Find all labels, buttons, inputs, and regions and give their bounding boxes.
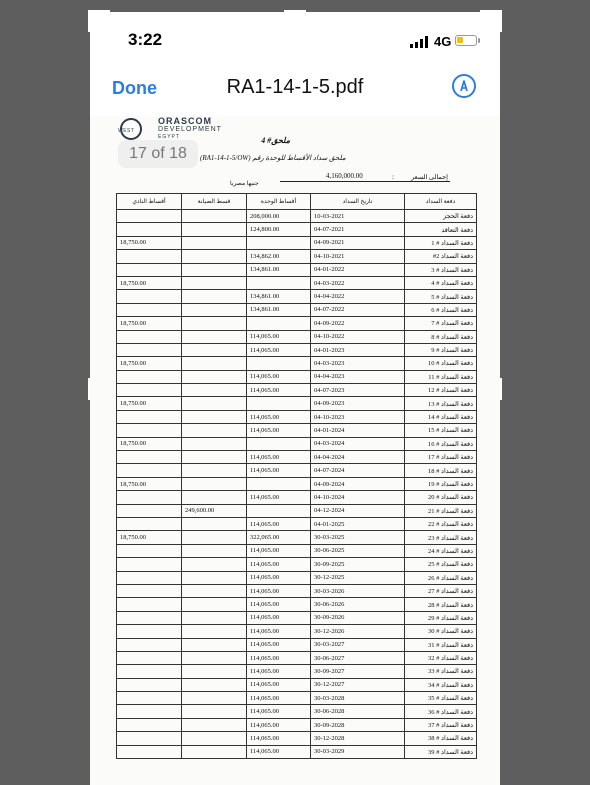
table-row (117, 210, 477, 223)
table-cell (117, 611, 182, 624)
document-title: RA1-14-1-5.pdf (226, 76, 364, 98)
table-cell: 114,065.00 (247, 410, 311, 423)
table-cell: 04-09-2023 (311, 397, 405, 410)
table-cell (117, 504, 182, 517)
table-cell: 04-07-2022 (311, 303, 405, 316)
table-cell (117, 384, 182, 397)
table-row (117, 437, 477, 450)
table-cell (117, 745, 182, 758)
table-cell: 04-03-2023 (311, 357, 405, 370)
total-price-label: إجمالى السعر (411, 174, 448, 181)
table-body (117, 210, 477, 759)
table-cell: 30-09-2028 (311, 718, 405, 731)
table-row (117, 692, 477, 705)
table-cell: 30-06-2027 (311, 651, 405, 664)
table-cell (117, 464, 182, 477)
table-cell (182, 303, 247, 316)
table-cell (182, 638, 247, 651)
table-cell: دفعة السداد # 11 (405, 370, 477, 383)
table-cell: 10-03-2021 (311, 210, 405, 223)
table-cell: 249,600.00 (182, 504, 247, 517)
table-cell (247, 437, 311, 450)
table-cell: دفعة السداد # 9 (405, 343, 477, 356)
table-cell: 114,065.00 (247, 424, 311, 437)
table-cell (182, 651, 247, 664)
table-cell (182, 598, 247, 611)
status-time: 3:22 (128, 30, 163, 49)
table-cell: 04-04-2022 (311, 290, 405, 303)
table-cell (182, 491, 247, 504)
table-cell: دفعة السداد # 13 (405, 397, 477, 410)
table-cell: 18,750.00 (117, 437, 182, 450)
logo-mark: WEST (118, 128, 135, 134)
table-cell (117, 223, 182, 236)
table-cell (182, 451, 247, 464)
table-cell: دفعة السداد # 39 (405, 745, 477, 758)
table-cell (182, 678, 247, 691)
table-cell: دفعة السداد # 38 (405, 732, 477, 745)
table-cell (182, 210, 247, 223)
table-cell (117, 303, 182, 316)
table-cell: 30-09-2027 (311, 665, 405, 678)
table-cell: دفعة السداد # 17 (405, 451, 477, 464)
table-row (117, 223, 477, 236)
table-cell: 114,065.00 (247, 745, 311, 758)
table-cell: دفعة السداد # 31 (405, 638, 477, 651)
table-cell: دفعة السداد 2# (405, 250, 477, 263)
table-cell: 30-12-2025 (311, 571, 405, 584)
table-cell: 04-12-2024 (311, 504, 405, 517)
table-cell (182, 250, 247, 263)
table-cell: دفعة السداد # 20 (405, 491, 477, 504)
table-cell: 114,065.00 (247, 330, 311, 343)
table-header-row (117, 194, 477, 210)
table-cell: 04-09-2024 (311, 477, 405, 490)
pdf-page[interactable] (90, 116, 500, 785)
table-cell: دفعة السداد # 21 (405, 504, 477, 517)
total-colon: : (392, 173, 394, 181)
table-cell (182, 263, 247, 276)
battery-level (457, 37, 463, 43)
table-cell (182, 464, 247, 477)
table-cell (182, 357, 247, 370)
table-cell (117, 410, 182, 423)
table-cell (117, 517, 182, 530)
table-cell: 114,065.00 (247, 491, 311, 504)
table-row (117, 678, 477, 691)
table-cell: 04-10-2022 (311, 330, 405, 343)
table-cell (117, 250, 182, 263)
table-cell: 18,750.00 (117, 397, 182, 410)
table-row (117, 544, 477, 557)
table-cell: دفعة السداد # 7 (405, 317, 477, 330)
table-cell: 134,861.00 (247, 290, 311, 303)
table-row (117, 491, 477, 504)
table-cell (182, 732, 247, 745)
table-cell: دفعة السداد # 15 (405, 424, 477, 437)
table-cell: 18,750.00 (117, 531, 182, 544)
table-row (117, 424, 477, 437)
table-cell (117, 210, 182, 223)
table-cell: 114,065.00 (247, 732, 311, 745)
table-cell (182, 544, 247, 557)
table-cell: 30-12-2028 (311, 732, 405, 745)
table-cell: 30-03-2025 (311, 531, 405, 544)
table-cell (247, 357, 311, 370)
table-row (117, 276, 477, 289)
battery-icon (455, 35, 477, 46)
table-cell: دفعة السداد # 24 (405, 544, 477, 557)
table-cell (117, 451, 182, 464)
table-cell: 114,065.00 (247, 692, 311, 705)
table-cell: 30-03-2027 (311, 638, 405, 651)
table-row (117, 236, 477, 249)
table-cell (117, 343, 182, 356)
table-cell (182, 236, 247, 249)
table-cell: 04-10-2023 (311, 410, 405, 423)
annex-subtitle: ملحق سداد الأقساط للوحدة رقم (RA1-14-1-5/OW) (200, 154, 346, 162)
table-cell: 114,065.00 (247, 705, 311, 718)
logo-name: ORASCOM (158, 116, 212, 126)
table-cell: 114,065.00 (247, 558, 311, 571)
table-cell: دفعة السداد # 16 (405, 437, 477, 450)
table-cell (182, 477, 247, 490)
table-cell: دفعة السداد # 19 (405, 477, 477, 490)
table-cell (117, 705, 182, 718)
table-cell: 114,065.00 (247, 651, 311, 664)
table-row (117, 384, 477, 397)
table-cell (182, 276, 247, 289)
table-cell: 30-12-2026 (311, 625, 405, 638)
table-cell: دفعة السداد # 18 (405, 464, 477, 477)
table-cell (182, 223, 247, 236)
table-cell: 114,065.00 (247, 370, 311, 383)
table-cell: 124,800.00 (247, 223, 311, 236)
table-cell (247, 504, 311, 517)
table-cell: دفعة السداد # 34 (405, 678, 477, 691)
table-row (117, 397, 477, 410)
table-cell (117, 692, 182, 705)
table-cell: دفعة السداد # 30 (405, 625, 477, 638)
table-row (117, 598, 477, 611)
table-cell: 04-07-2023 (311, 384, 405, 397)
table-cell: 18,750.00 (117, 276, 182, 289)
table-row (117, 451, 477, 464)
table-cell: 04-03-2022 (311, 276, 405, 289)
divider (280, 181, 450, 182)
table-cell (182, 290, 247, 303)
table-cell (182, 330, 247, 343)
table-cell: 114,065.00 (247, 611, 311, 624)
table-cell: 04-04-2023 (311, 370, 405, 383)
table-cell (117, 558, 182, 571)
table-row (117, 464, 477, 477)
table-row (117, 343, 477, 356)
table-row (117, 303, 477, 316)
table-cell: 114,065.00 (247, 544, 311, 557)
table-cell (247, 477, 311, 490)
status-bar (90, 12, 500, 60)
total-currency: جنيها مصريا (230, 181, 259, 187)
table-cell: 30-03-2029 (311, 745, 405, 758)
table-cell: دفعة السداد # 10 (405, 357, 477, 370)
table-cell (117, 584, 182, 597)
table-cell: 30-06-2025 (311, 544, 405, 557)
cellular-signal-icon (410, 36, 430, 48)
table-row (117, 705, 477, 718)
table-row (117, 665, 477, 678)
table-cell: دفعة السداد # 8 (405, 330, 477, 343)
table-cell: دفعة السداد # 26 (405, 571, 477, 584)
table-cell: دفعة السداد # 25 (405, 558, 477, 571)
table-cell (117, 263, 182, 276)
table-cell (182, 317, 247, 330)
table-cell: دفعة السداد # 22 (405, 517, 477, 530)
table-cell: 04-07-2021 (311, 223, 405, 236)
table-cell: دفعة السداد # 4 (405, 276, 477, 289)
table-row (117, 732, 477, 745)
header-club-installments: أقساط النادي (117, 194, 182, 210)
table-cell (182, 571, 247, 584)
table-cell: 114,065.00 (247, 464, 311, 477)
table-cell: 04-09-2021 (311, 236, 405, 249)
table-cell: 30-09-2026 (311, 611, 405, 624)
table-cell (117, 424, 182, 437)
table-cell (182, 370, 247, 383)
table-cell: 30-09-2025 (311, 558, 405, 571)
table-cell: 134,862.00 (247, 250, 311, 263)
table-row (117, 558, 477, 571)
table-cell: 114,065.00 (247, 718, 311, 731)
table-cell (247, 397, 311, 410)
table-cell (182, 384, 247, 397)
table-cell: دفعة السداد # 35 (405, 692, 477, 705)
table-cell (182, 531, 247, 544)
table-row (117, 611, 477, 624)
table-cell: دفعة السداد # 36 (405, 705, 477, 718)
table-cell (182, 705, 247, 718)
table-cell (182, 410, 247, 423)
table-cell: 208,000.00 (247, 210, 311, 223)
table-cell: دفعة السداد # 28 (405, 598, 477, 611)
table-row (117, 317, 477, 330)
annex-heading: ملحق# 4 (261, 136, 290, 145)
table-cell (182, 584, 247, 597)
table-cell: 04-03-2024 (311, 437, 405, 450)
table-cell: 04-09-2022 (311, 317, 405, 330)
table-cell (117, 732, 182, 745)
table-cell: 18,750.00 (117, 317, 182, 330)
table-cell (247, 317, 311, 330)
table-cell: 114,065.00 (247, 598, 311, 611)
table-cell (117, 665, 182, 678)
table-cell (182, 692, 247, 705)
nav-bar (90, 60, 500, 116)
table-cell: 114,065.00 (247, 665, 311, 678)
table-cell: دفعة الحجز (405, 210, 477, 223)
table-cell: 114,065.00 (247, 517, 311, 530)
table-cell: 18,750.00 (117, 357, 182, 370)
table-cell: 04-07-2024 (311, 464, 405, 477)
table-cell: 30-03-2028 (311, 692, 405, 705)
table-cell: 114,065.00 (247, 451, 311, 464)
table-cell: دفعة السداد # 6 (405, 303, 477, 316)
total-price-value: 4,160,000.00 (326, 172, 363, 180)
table-row (117, 517, 477, 530)
table-cell (182, 611, 247, 624)
table-row (117, 263, 477, 276)
table-cell (247, 236, 311, 249)
done-button[interactable]: Done (112, 78, 157, 98)
table-cell (117, 651, 182, 664)
table-cell: دفعة السداد # 5 (405, 290, 477, 303)
header-unit-installments: أقساط الوحدة (247, 194, 311, 210)
table-cell: 114,065.00 (247, 638, 311, 651)
table-cell (117, 290, 182, 303)
table-row (117, 718, 477, 731)
table-row (117, 330, 477, 343)
table-cell: 04-01-2023 (311, 343, 405, 356)
table-cell: 04-01-2025 (311, 517, 405, 530)
table-row (117, 250, 477, 263)
table-cell: 134,861.00 (247, 303, 311, 316)
table-cell (117, 571, 182, 584)
table-cell (182, 625, 247, 638)
table-cell (117, 638, 182, 651)
header-maintenance: قسط الصيانة (182, 194, 247, 210)
table-row (117, 410, 477, 423)
table-cell: دفعة السداد # 29 (405, 611, 477, 624)
table-row (117, 651, 477, 664)
table-cell: 18,750.00 (117, 477, 182, 490)
table-row (117, 504, 477, 517)
table-cell (117, 491, 182, 504)
table-cell: 04-01-2022 (311, 263, 405, 276)
table-row (117, 370, 477, 383)
logo-subtitle-2: EGYPT (158, 134, 180, 140)
table-cell: 04-01-2024 (311, 424, 405, 437)
markup-pen-icon[interactable] (452, 74, 476, 98)
table-cell (117, 718, 182, 731)
payment-schedule-table (116, 193, 477, 759)
table-cell: 114,065.00 (247, 584, 311, 597)
table-cell (182, 745, 247, 758)
table-cell: 30-06-2028 (311, 705, 405, 718)
table-cell: 04-10-2021 (311, 250, 405, 263)
table-cell: دفعة السداد # 23 (405, 531, 477, 544)
table-cell: 30-12-2027 (311, 678, 405, 691)
table-cell (182, 437, 247, 450)
table-cell (182, 517, 247, 530)
table-cell: دفعة السداد # 32 (405, 651, 477, 664)
phone-screen (90, 12, 500, 785)
table-cell (182, 424, 247, 437)
table-cell (182, 397, 247, 410)
table-row (117, 571, 477, 584)
table-cell: 114,065.00 (247, 678, 311, 691)
table-cell: دفعة السداد # 3 (405, 263, 477, 276)
table-cell: 30-03-2026 (311, 584, 405, 597)
table-cell: 134,861.00 (247, 263, 311, 276)
table-row (117, 531, 477, 544)
table-cell: دفعة السداد # 12 (405, 384, 477, 397)
table-cell (117, 370, 182, 383)
table-cell: 114,065.00 (247, 571, 311, 584)
table-cell: 322,065.00 (247, 531, 311, 544)
header-payment-date: تاريخ السداد (311, 194, 405, 210)
table-cell: دفعة السداد # 1 (405, 236, 477, 249)
table-cell (117, 678, 182, 691)
table-row (117, 625, 477, 638)
table-row (117, 357, 477, 370)
table-cell (182, 718, 247, 731)
table-cell (117, 330, 182, 343)
table-cell: 114,065.00 (247, 384, 311, 397)
table-cell (117, 544, 182, 557)
table-cell (247, 276, 311, 289)
table-row (117, 584, 477, 597)
table-cell (117, 598, 182, 611)
table-cell (182, 343, 247, 356)
table-cell (117, 625, 182, 638)
table-cell: 30-06-2026 (311, 598, 405, 611)
battery-tip (478, 38, 480, 43)
header-payment: دفعة السداد (405, 194, 477, 210)
table-row (117, 290, 477, 303)
table-row (117, 638, 477, 651)
logo-subtitle: DEVELOPMENT (158, 126, 222, 133)
table-cell (182, 558, 247, 571)
table-cell: دفعة السداد # 14 (405, 410, 477, 423)
table-cell: 114,065.00 (247, 625, 311, 638)
table-cell: 04-04-2024 (311, 451, 405, 464)
table-cell: دفعة السداد # 27 (405, 584, 477, 597)
network-type: 4G (434, 34, 452, 49)
table-cell: 18,750.00 (117, 236, 182, 249)
table-cell: دفعة السداد # 37 (405, 718, 477, 731)
table-row (117, 745, 477, 758)
table-cell (182, 665, 247, 678)
table-cell: 04-10-2024 (311, 491, 405, 504)
page-indicator: 17 of 18 (118, 140, 198, 168)
table-cell: دفعة السداد # 33 (405, 665, 477, 678)
table-cell: 114,065.00 (247, 343, 311, 356)
table-cell: دفعة التعاقد (405, 223, 477, 236)
table-row (117, 477, 477, 490)
